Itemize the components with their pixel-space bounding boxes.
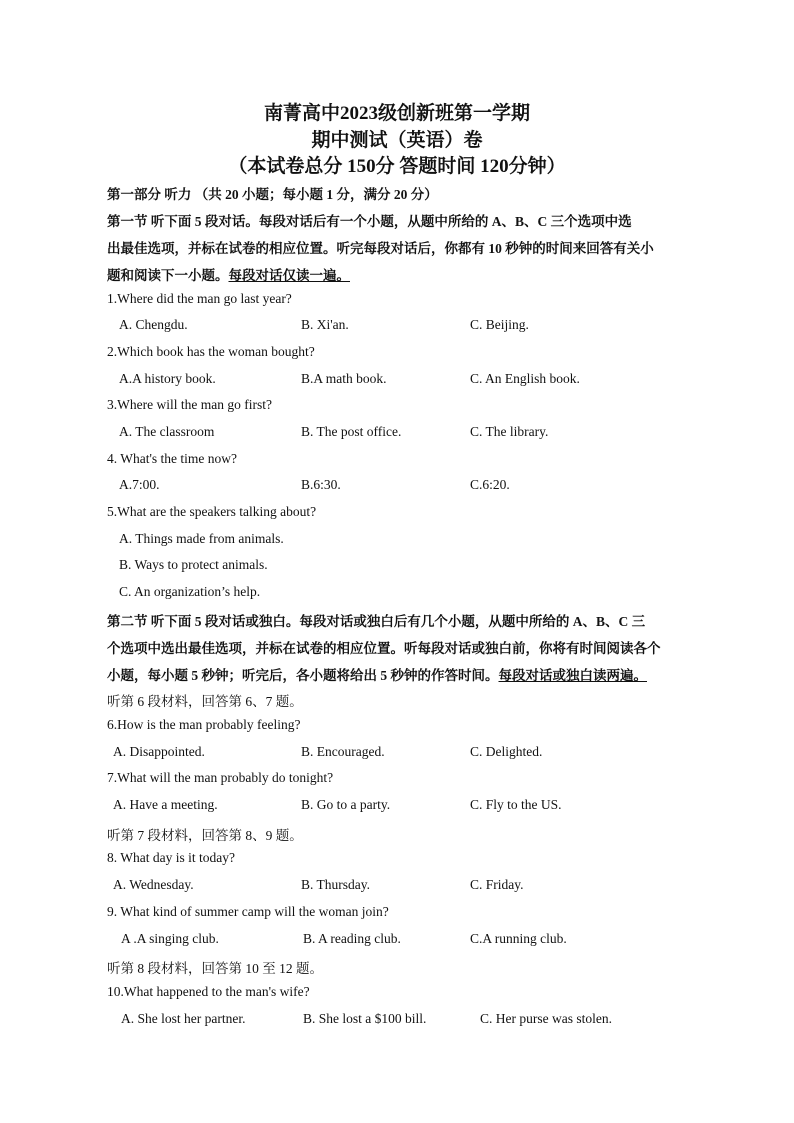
q1-option-c: C. Beijing. — [470, 317, 529, 332]
exam-title-name: 期中测试（英语）卷 — [311, 130, 483, 151]
q5-option-a: A. Things made from animals. — [119, 531, 284, 546]
section2-instr-line3 — [107, 664, 687, 684]
question-10: 10.What happened to the man's wife? — [107, 984, 310, 999]
section1-instr-line3a: 题和阅读下一小题。 — [107, 268, 229, 283]
section2-instr-line3a: 小题，每小题 5 秒钟；听完后，各小题将给出 5 秒钟的作答时间。 — [107, 668, 499, 683]
question-3: 3.Where will the man go first? — [107, 397, 272, 412]
question-1: 1.Where did the man go last year? — [107, 291, 292, 306]
q7-option-a: A. Have a meeting. — [113, 797, 218, 812]
q2-option-c: C. An English book. — [470, 371, 580, 386]
q1-option-b: B. Xi'an. — [301, 317, 349, 332]
q3-option-a: A. The classroom — [119, 424, 215, 439]
q7-option-b: B. Go to a party. — [301, 797, 391, 812]
q9-option-a: A .A singing club. — [121, 931, 219, 946]
q6-option-c: C. Delighted. — [470, 744, 543, 759]
q6-option-a: A. Disappointed. — [113, 744, 205, 759]
q3-option-c: C. The library. — [470, 424, 549, 439]
q4-option-a: A.7:00. — [119, 477, 160, 492]
q4-option-c: C.6:20. — [470, 477, 510, 492]
q5-option-b: B. Ways to protect animals. — [119, 557, 268, 572]
question-9: 9. What kind of summer camp will the woman join? — [107, 904, 389, 919]
q4-option-b: B.6:30. — [301, 477, 341, 492]
section1-instr-line1: 第一节 听下面 5 段对话。每段对话后有一个小题，从题中所给的 A、B、C 三个选项中选 — [107, 214, 632, 229]
q10-option-a: A. She lost her partner. — [121, 1011, 246, 1026]
question-7: 7.What will the man probably do tonight? — [107, 770, 334, 785]
q8-option-a: A. Wednesday. — [113, 877, 194, 892]
section1-instr-underlined: 每段对话仅读一遍。 — [228, 268, 350, 283]
section1-instr-line3 — [107, 264, 687, 284]
question-8: 8. What day is it today? — [107, 850, 235, 865]
q6-option-b: B. Encouraged. — [301, 744, 385, 759]
section2-instr-line1: 第二节 听下面 5 段对话或独白。每段对话或独白后有几个小题，从题中所给的 A、B、C 三 — [107, 614, 646, 629]
question-5: 5.What are the speakers talking about? — [107, 504, 317, 519]
question-2: 2.Which book has the woman bought? — [107, 344, 315, 359]
exam-title-school: 南菁高中2023级创新班第一学期 — [263, 103, 530, 124]
q9-option-c: C.A running club. — [470, 931, 567, 946]
section2-instr-line2: 个选项中选出最佳选项，并标在试卷的相应位置。听每段对话或独白前，你将有时间阅读各个 — [107, 641, 661, 656]
material-8-instruction: 听第 8 段材料，回答第 10 至 12 题。 — [107, 961, 323, 976]
part1-title: 第一部分 听力 （共 20 小题；每小题 1 分，满分 20 分） — [107, 187, 438, 202]
q9-option-b: B. A reading club. — [303, 931, 401, 946]
q8-option-b: B. Thursday. — [301, 877, 370, 892]
material-7-instruction: 听第 7 段材料，回答第 8、9 题。 — [107, 828, 303, 843]
q2-option-a: A.A history book. — [119, 371, 216, 386]
q1-option-a: A. Chengdu. — [119, 317, 188, 332]
q8-option-c: C. Friday. — [470, 877, 524, 892]
q3-option-b: B. The post office. — [301, 424, 402, 439]
section1-instr-line2: 出最佳选项，并标在试卷的相应位置。听完每段对话后，你都有 10 秒钟的时间来回答有关小 — [107, 241, 654, 256]
q10-option-b: B. She lost a $100 bill. — [303, 1011, 427, 1026]
q7-option-c: C. Fly to the US. — [470, 797, 562, 812]
section2-instr-underlined: 每段对话或独白读两遍。 — [498, 668, 647, 683]
q2-option-b: B.A math book. — [301, 371, 387, 386]
q5-option-c: C. An organization’s help. — [119, 584, 261, 599]
exam-title-info: （本试卷总分 150分 答题时间 120分钟） — [228, 156, 566, 177]
material-6-instruction: 听第 6 段材料，回答第 6、7 题。 — [107, 694, 303, 709]
q10-option-c: C. Her purse was stolen. — [480, 1011, 612, 1026]
question-6: 6.How is the man probably feeling? — [107, 717, 301, 732]
question-4: 4. What's the time now? — [107, 451, 238, 466]
